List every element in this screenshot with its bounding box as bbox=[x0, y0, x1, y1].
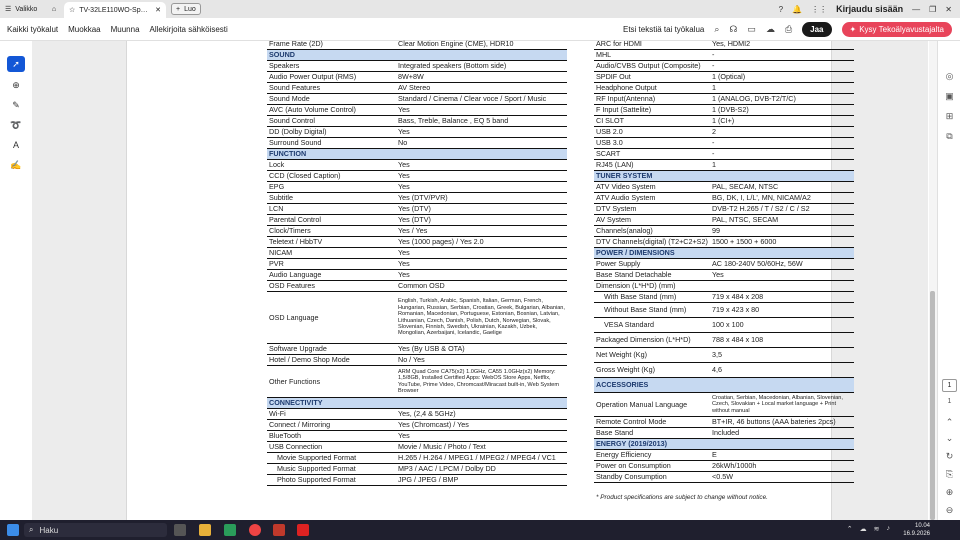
spec-row bbox=[267, 431, 567, 442]
zoom-out-icon[interactable]: ⊖ bbox=[945, 505, 954, 515]
spec-label: CI SLOT bbox=[594, 116, 710, 127]
spec-value bbox=[710, 171, 854, 182]
plus-icon: + bbox=[176, 5, 181, 13]
spec-label: NICAM bbox=[267, 248, 396, 259]
spec-value: Yes bbox=[396, 160, 567, 171]
spec-row bbox=[594, 303, 854, 318]
spec-row bbox=[594, 105, 854, 116]
spec-value: Yes (1000 pages) / Yes 2.0 bbox=[396, 237, 567, 248]
home-icon[interactable]: ⌂ bbox=[51, 5, 57, 13]
spec-value: Yes, HDMI2 bbox=[710, 39, 854, 50]
spec-label: Parental Control bbox=[267, 215, 396, 226]
spec-label: SPDIF Out bbox=[594, 72, 710, 83]
spec-row bbox=[594, 393, 854, 417]
spec-value: 8W+8W bbox=[396, 72, 567, 83]
spec-label: Base Stand Detachable bbox=[594, 270, 710, 281]
spec-row bbox=[267, 105, 567, 116]
spec-row bbox=[267, 281, 567, 292]
spec-row bbox=[594, 333, 854, 348]
headset-icon[interactable]: ☊ bbox=[729, 24, 738, 34]
section-header-row bbox=[594, 439, 854, 450]
spec-row bbox=[594, 215, 854, 226]
spec-value: Yes bbox=[396, 105, 567, 116]
tool-search-field[interactable]: Etsi tekstiä tai työkalua bbox=[623, 25, 705, 34]
spec-label: Hotel / Demo Shop Mode bbox=[267, 355, 396, 366]
sign-tool-icon[interactable]: ✍ bbox=[10, 159, 22, 170]
spec-row bbox=[594, 428, 854, 439]
acrobat-active-icon[interactable] bbox=[297, 524, 309, 536]
spec-row bbox=[267, 127, 567, 138]
spec-row bbox=[594, 363, 854, 378]
spec-row bbox=[267, 39, 567, 50]
spec-label: Headphone Output bbox=[594, 83, 710, 94]
spec-label: DTV System bbox=[594, 204, 710, 215]
spec-value: 100 x 100 bbox=[710, 318, 854, 333]
taskbar-search[interactable] bbox=[24, 523, 167, 537]
minimize-icon[interactable]: — bbox=[912, 4, 921, 14]
spec-value: AV Stereo bbox=[396, 83, 567, 94]
spec-value: <0.5W bbox=[710, 472, 854, 483]
spec-row bbox=[594, 450, 854, 461]
spec-label: F Input (Sattelite) bbox=[594, 105, 710, 116]
spec-row bbox=[594, 259, 854, 270]
spec-label: FUNCTION bbox=[267, 149, 396, 160]
spec-label: Surround Sound bbox=[267, 138, 396, 149]
spec-value: H.265 / H.264 / MPEG1 / MPEG2 / MPEG4 / VC1 bbox=[396, 453, 567, 464]
spec-row bbox=[594, 270, 854, 281]
document-viewport[interactable] bbox=[32, 41, 928, 520]
spec-value: English, Turkish, Arabic, Spanish, Italian, German, French, Hungarian, Russian, Serbian, Croatian, Greek, Bulgarian, Albanian, Romanian, Macedonian, Portuguese, Estonian, Bosnian, Latvian, Lithuanian, Czech, Danish, Polish, Dutch, Norwegian, Slovak, Slovenian, Finnish, Swedish, Ukrainian, Kazakh, Uzbek, Mongolian, Azerbaijani, Icelandic, Gaelige bbox=[396, 292, 567, 344]
chat-icon[interactable]: ▣ bbox=[945, 91, 954, 101]
spec-label: Music Supported Format bbox=[267, 464, 396, 475]
spec-value: No bbox=[396, 138, 567, 149]
spec-row bbox=[267, 193, 567, 204]
spec-row bbox=[267, 270, 567, 281]
spec-row bbox=[267, 248, 567, 259]
ask-ai-label: Kysy Tekoälyavustajalta bbox=[859, 25, 944, 34]
spec-value: 4,6 bbox=[710, 363, 854, 378]
section-header-row bbox=[594, 248, 854, 259]
spec-value: Yes (By USB & OTA) bbox=[396, 344, 567, 355]
wifi-icon: ≋ bbox=[873, 526, 880, 533]
spec-value: Yes, (2,4 & 5GHz) bbox=[396, 409, 567, 420]
spec-row bbox=[267, 355, 567, 366]
share-button[interactable]: Jaa bbox=[802, 22, 831, 37]
spec-row bbox=[267, 366, 567, 398]
spec-row bbox=[594, 204, 854, 215]
spec-label: Gross Weight (Kg) bbox=[594, 363, 710, 378]
new-tab-label: Luo bbox=[184, 5, 196, 13]
spec-value: - bbox=[710, 149, 854, 160]
refresh-icon[interactable]: ↻ bbox=[945, 451, 954, 461]
spec-label: Software Upgrade bbox=[267, 344, 396, 355]
spec-value: Yes bbox=[710, 270, 854, 281]
save-icon[interactable]: ▭ bbox=[747, 24, 756, 34]
spec-label: ATV Audio System bbox=[594, 193, 710, 204]
spec-row bbox=[267, 138, 567, 149]
spec-label: OSD Features bbox=[267, 281, 396, 292]
chrome-icon[interactable] bbox=[249, 524, 261, 536]
spec-label: Energy Efficiency bbox=[594, 450, 710, 461]
spec-value: Yes (DTV) bbox=[396, 204, 567, 215]
spec-value: 1 (CI+) bbox=[710, 116, 854, 127]
spec-label: USB Connection bbox=[267, 442, 396, 453]
spec-value bbox=[710, 281, 854, 292]
window-close-icon[interactable]: ✕ bbox=[945, 4, 952, 14]
spec-value: BT+IR, 46 buttons (AAA bateries 2pcs) bbox=[710, 417, 854, 428]
pdf-page bbox=[126, 39, 843, 520]
acrobat-icon[interactable] bbox=[273, 524, 285, 536]
maximize-icon[interactable]: ❐ bbox=[929, 4, 937, 14]
spec-row bbox=[267, 420, 567, 431]
spec-label: Photo Supported Format bbox=[267, 475, 396, 486]
spec-label: PVR bbox=[267, 259, 396, 270]
spec-row bbox=[594, 116, 854, 127]
spec-value: Movie / Music / Photo / Text bbox=[396, 442, 567, 453]
spec-label: Clock/Timers bbox=[267, 226, 396, 237]
spec-label: Wi-Fi bbox=[267, 409, 396, 420]
spec-row bbox=[594, 292, 854, 303]
clock-time: 10.04 bbox=[914, 523, 930, 529]
vertical-scrollbar[interactable] bbox=[929, 41, 937, 520]
spec-label: RF Input(Antenna) bbox=[594, 94, 710, 105]
cloud-icon: ☁ bbox=[859, 526, 867, 533]
page-number-total: 1 bbox=[947, 398, 952, 405]
spec-label: Other Functions bbox=[267, 366, 396, 398]
spec-label: Net Weight (Kg) bbox=[594, 348, 710, 363]
select-tool-icon[interactable]: ➚ bbox=[7, 56, 25, 72]
spec-label: Base Stand bbox=[594, 428, 710, 439]
spec-value: Integrated speakers (Bottom side) bbox=[396, 61, 567, 72]
spec-label: Sound Features bbox=[267, 83, 396, 94]
spec-value: Yes (Chromcast) / Yes bbox=[396, 420, 567, 431]
spec-value bbox=[396, 398, 567, 409]
spec-label: Audio Power Output (RMS) bbox=[267, 72, 396, 83]
spec-value: - bbox=[710, 61, 854, 72]
new-tab-button[interactable] bbox=[171, 3, 201, 15]
spec-value: 1 (ANALOG, DVB-T2/T/C) bbox=[710, 94, 854, 105]
spec-label: CCD (Closed Caption) bbox=[267, 171, 396, 182]
tab-title: TV-32LE110WO-Sp… bbox=[79, 6, 148, 14]
menu-button[interactable] bbox=[5, 0, 37, 18]
zoom-in-icon[interactable]: ⊕ bbox=[945, 487, 954, 497]
spec-row bbox=[267, 215, 567, 226]
spec-value: 1 bbox=[710, 83, 854, 94]
close-icon[interactable]: ✕ bbox=[155, 7, 161, 14]
browser-tab-bar bbox=[0, 0, 960, 18]
spec-row bbox=[594, 182, 854, 193]
spec-row bbox=[594, 50, 854, 61]
spec-value: 719 x 484 x 208 bbox=[710, 292, 854, 303]
spec-label: Remote Control Mode bbox=[594, 417, 710, 428]
spec-row bbox=[267, 409, 567, 420]
ask-ai-button[interactable] bbox=[842, 22, 953, 37]
section-header-row bbox=[594, 378, 854, 393]
app-toolbar bbox=[0, 18, 960, 41]
spec-value: 2 bbox=[710, 127, 854, 138]
spec-row bbox=[594, 348, 854, 363]
spec-label: TUNER SYSTEM bbox=[594, 171, 710, 182]
spec-value: Yes bbox=[396, 127, 567, 138]
spec-row bbox=[267, 83, 567, 94]
spec-row bbox=[267, 94, 567, 105]
comment-icon[interactable]: ◎ bbox=[945, 71, 954, 81]
store-icon[interactable] bbox=[224, 524, 236, 536]
clock[interactable] bbox=[903, 522, 930, 538]
spec-label: Power on Consumption bbox=[594, 461, 710, 472]
spec-value: ARM Quad Core CA75(x2) 1.0GHz, CA55 1.0GHz(x2) Memory: 1,5/8GB, Installed Certified Apps: WebOS Store Apps, Netflix, YouTube, Prime Video, Chromcast/Miracast built-in, Web System Browser bbox=[396, 366, 567, 398]
search-icon: ⌕ bbox=[29, 525, 34, 534]
spec-label: Without Base Stand (mm) bbox=[594, 303, 710, 318]
zoom-tool-icon[interactable]: ⊕ bbox=[12, 79, 20, 90]
bell-icon[interactable]: 🔔 bbox=[792, 4, 803, 14]
clock-date: 16.9.2026 bbox=[903, 531, 930, 537]
spec-row bbox=[267, 292, 567, 344]
spec-row bbox=[267, 442, 567, 453]
spec-label: ARC for HDMI bbox=[594, 39, 710, 50]
right-panel bbox=[937, 41, 960, 520]
copy-icon[interactable]: ⧉ bbox=[946, 131, 953, 141]
sign-in-link[interactable]: Kirjaudu sisään bbox=[836, 4, 904, 14]
spec-row bbox=[594, 417, 854, 428]
spec-label: Dimension (L*H*D) (mm) bbox=[594, 281, 710, 292]
spec-row bbox=[267, 453, 567, 464]
spec-value: - bbox=[710, 138, 854, 149]
print-icon[interactable]: ⎙ bbox=[784, 24, 793, 34]
spec-label: ENERGY (2019/2013) bbox=[594, 439, 710, 450]
menu-label: Valikko bbox=[15, 5, 38, 13]
spec-value: PAL, NTSC, SECAM bbox=[710, 215, 854, 226]
spec-label: OSD Language bbox=[267, 292, 396, 344]
chevron-up-icon[interactable]: ⌃ bbox=[945, 417, 954, 427]
spec-value: Yes bbox=[396, 270, 567, 281]
spec-row bbox=[267, 226, 567, 237]
spec-row bbox=[594, 61, 854, 72]
spec-label: Teletext / HbbTV bbox=[267, 237, 396, 248]
menu-convert[interactable]: Muunna bbox=[110, 25, 140, 34]
spec-row bbox=[267, 116, 567, 127]
spec-value bbox=[396, 50, 567, 61]
section-header-row bbox=[594, 171, 854, 182]
help-icon[interactable]: ? bbox=[778, 4, 784, 14]
spec-label: AV System bbox=[594, 215, 710, 226]
spec-value: Standard / Cinema / Clear voce / Sport / Music bbox=[396, 94, 567, 105]
scroll-thumb[interactable] bbox=[930, 291, 935, 520]
spec-label: Operation Manual Language bbox=[594, 393, 710, 417]
spec-value: 1500 + 1500 + 6000 bbox=[710, 237, 854, 248]
left-tool-rail bbox=[0, 41, 32, 520]
spec-value: AC 180-240V 50/60Hz, 56W bbox=[710, 259, 854, 270]
spec-row bbox=[594, 72, 854, 83]
file-explorer-icon[interactable] bbox=[199, 524, 211, 536]
footnote: * Product specifications are subject to change without notice. bbox=[596, 494, 768, 501]
spec-label: With Base Stand (mm) bbox=[594, 292, 710, 303]
spec-row bbox=[267, 182, 567, 193]
spec-label: RJ45 (LAN) bbox=[594, 160, 710, 171]
section-header-row bbox=[267, 398, 567, 409]
spec-value: Yes bbox=[396, 182, 567, 193]
spec-value: Yes (DTV) bbox=[396, 215, 567, 226]
spec-label: Subtitle bbox=[267, 193, 396, 204]
spec-label: AVC (Auto Volume Control) bbox=[267, 105, 396, 116]
spec-label: EPG bbox=[267, 182, 396, 193]
spec-value: Yes bbox=[396, 171, 567, 182]
spec-value: 1 (DVB-S2) bbox=[710, 105, 854, 116]
spec-label: SCART bbox=[594, 149, 710, 160]
spec-label: Frame Rate (2D) bbox=[267, 39, 396, 50]
spec-row bbox=[594, 149, 854, 160]
spec-label: Channels(analog) bbox=[594, 226, 710, 237]
spec-value: Included bbox=[710, 428, 854, 439]
spec-value: No / Yes bbox=[396, 355, 567, 366]
task-view-icon[interactable] bbox=[174, 524, 186, 536]
ai-icon: ✦ bbox=[849, 25, 857, 34]
spec-value: Yes / Yes bbox=[396, 226, 567, 237]
spec-value bbox=[710, 439, 854, 450]
spec-row bbox=[594, 281, 854, 292]
spec-value: JPG / JPEG / BMP bbox=[396, 475, 567, 486]
spec-label: ATV Video System bbox=[594, 182, 710, 193]
spec-label: USB 2.0 bbox=[594, 127, 710, 138]
spec-row bbox=[267, 475, 567, 486]
spec-row bbox=[594, 472, 854, 483]
spec-row bbox=[594, 83, 854, 94]
spec-value: Common OSD bbox=[396, 281, 567, 292]
spec-value: Yes bbox=[396, 431, 567, 442]
taskbar-search-label: Haku bbox=[39, 525, 59, 535]
spec-value: Yes bbox=[396, 248, 567, 259]
spec-row bbox=[594, 318, 854, 333]
spec-label: LCN bbox=[267, 204, 396, 215]
spec-row bbox=[594, 39, 854, 50]
spec-label: Connect / Mirroring bbox=[267, 420, 396, 431]
tab-document[interactable] bbox=[64, 2, 166, 18]
spec-label: Movie Supported Format bbox=[267, 453, 396, 464]
spec-label: USB 3.0 bbox=[594, 138, 710, 149]
spec-value: MP3 / AAC / LPCM / Dolby DD bbox=[396, 464, 567, 475]
spec-value: Croatian, Serbian, Macedonian, Albanian, Slovenian, Czech, Slovakian + Local market language + Print without manual bbox=[710, 393, 854, 417]
spec-row bbox=[594, 461, 854, 472]
spec-row bbox=[594, 226, 854, 237]
text-tool-icon[interactable]: A bbox=[12, 140, 19, 150]
section-header-row bbox=[267, 149, 567, 160]
spec-label: CONNECTIVITY bbox=[267, 398, 396, 409]
spec-value: 788 x 484 x 108 bbox=[710, 333, 854, 348]
spec-value: Bass, Treble, Balance , EQ 5 band bbox=[396, 116, 567, 127]
spec-value: Yes bbox=[396, 259, 567, 270]
spec-value: Yes (DTV/PVR) bbox=[396, 193, 567, 204]
system-tray[interactable] bbox=[847, 525, 890, 533]
taskbar bbox=[0, 520, 960, 540]
pen-tool-icon[interactable]: ✎ bbox=[12, 99, 20, 110]
spec-label: Sound Control bbox=[267, 116, 396, 127]
lasso-tool-icon[interactable]: ➰ bbox=[10, 119, 22, 130]
spec-value: BG, DK, I, L/L', MN, NICAM/A2 bbox=[710, 193, 854, 204]
spec-value bbox=[710, 248, 854, 259]
spec-label: Standby Consumption bbox=[594, 472, 710, 483]
page-number-current[interactable]: 1 bbox=[942, 379, 957, 392]
spec-row bbox=[267, 344, 567, 355]
spec-row bbox=[594, 160, 854, 171]
spec-label: Sound Mode bbox=[267, 94, 396, 105]
spec-value: 26kWh/1000h bbox=[710, 461, 854, 472]
spec-label: Audio Language bbox=[267, 270, 396, 281]
star-icon: ☆ bbox=[69, 7, 76, 14]
spec-label: Audio/CVBS Output (Composite) bbox=[594, 61, 710, 72]
spec-row bbox=[594, 237, 854, 248]
save-page-icon[interactable]: ⎘ bbox=[945, 469, 954, 479]
search-icon[interactable]: ⌕ bbox=[714, 24, 720, 34]
spec-row bbox=[267, 171, 567, 182]
spec-value: Clear Motion Engine (CME), HDR10 bbox=[396, 39, 567, 50]
spec-value: E bbox=[710, 450, 854, 461]
upload-icon[interactable]: ☁ bbox=[765, 24, 775, 34]
chevron-up-icon: ⌃ bbox=[846, 526, 853, 533]
spec-value: 3,5 bbox=[710, 348, 854, 363]
speaker-icon: ♪ bbox=[886, 525, 890, 532]
section-header-row bbox=[267, 50, 567, 61]
spec-value: 1 bbox=[710, 160, 854, 171]
spec-value: - bbox=[710, 50, 854, 61]
spec-row bbox=[267, 160, 567, 171]
spec-row bbox=[594, 138, 854, 149]
spec-label: Lock bbox=[267, 160, 396, 171]
spec-value: PAL, SECAM, NTSC bbox=[710, 182, 854, 193]
spec-row bbox=[267, 72, 567, 83]
apps-icon[interactable]: ⋮⋮ bbox=[811, 4, 828, 14]
spec-label: SOUND bbox=[267, 50, 396, 61]
spec-row bbox=[267, 204, 567, 215]
spec-label: Speakers bbox=[267, 61, 396, 72]
spec-table-right bbox=[594, 39, 854, 483]
spec-label: VESA Standard bbox=[594, 318, 710, 333]
spec-value bbox=[396, 149, 567, 160]
spec-row bbox=[594, 127, 854, 138]
menu-sign[interactable]: Allekirjoita sähköisesti bbox=[149, 25, 228, 34]
spec-label: DD (Dolby Digital) bbox=[267, 127, 396, 138]
spec-value: 99 bbox=[710, 226, 854, 237]
spec-label: MHL bbox=[594, 50, 710, 61]
spec-label: DTV Channels(digital) (T2+C2+S2) bbox=[594, 237, 710, 248]
windows-start-icon[interactable] bbox=[7, 524, 19, 536]
spec-table-left bbox=[267, 39, 567, 486]
bookmark-icon[interactable]: ⊞ bbox=[945, 111, 954, 121]
spec-value: 1 (Optical) bbox=[710, 72, 854, 83]
hamburger-icon: ☰ bbox=[5, 6, 12, 13]
spec-row bbox=[594, 94, 854, 105]
spec-label: ACCESSORIES bbox=[594, 378, 710, 393]
spec-label: BlueTooth bbox=[267, 431, 396, 442]
spec-row bbox=[267, 259, 567, 270]
spec-label: POWER / DIMENSIONS bbox=[594, 248, 710, 259]
chevron-down-icon[interactable]: ⌄ bbox=[945, 433, 954, 443]
spec-row bbox=[267, 464, 567, 475]
spec-value: 719 x 423 x 80 bbox=[710, 303, 854, 318]
menu-edit[interactable]: Muokkaa bbox=[68, 25, 101, 34]
spec-row bbox=[267, 237, 567, 248]
spec-label: Power Supply bbox=[594, 259, 710, 270]
spec-value bbox=[710, 378, 854, 393]
spec-label: Packaged Dimension (L*H*D) bbox=[594, 333, 710, 348]
spec-row bbox=[267, 61, 567, 72]
menu-all-tools[interactable]: Kaikki työkalut bbox=[7, 25, 59, 34]
spec-row bbox=[594, 193, 854, 204]
spec-value: DVB-T2 H.265 / T / S2 / C / S2 bbox=[710, 204, 854, 215]
